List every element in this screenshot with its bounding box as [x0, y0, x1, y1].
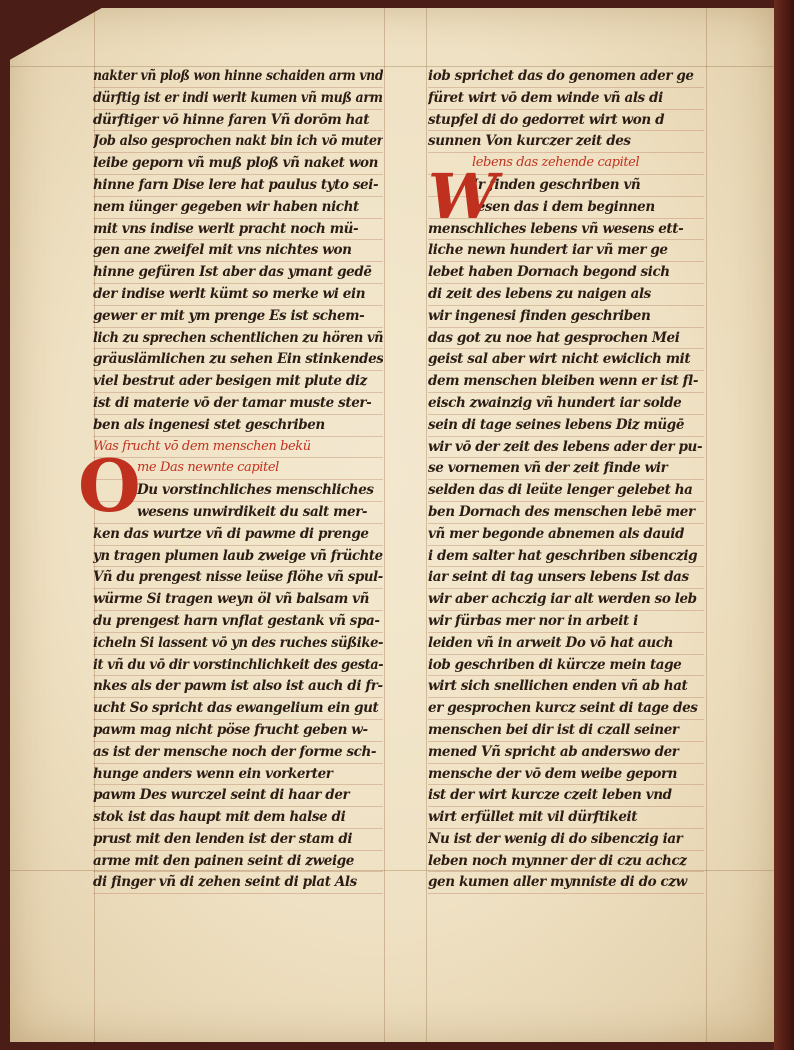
text-line: iar seint di tag unsers lebens Ist das: [428, 567, 704, 589]
text-line: i dem salter hat geschriben sibenczig: [428, 546, 704, 568]
text-line: Job also gesprochen nakt bin ich vō muter: [93, 131, 383, 153]
text-line: liche newn hundert iar vñ mer ge: [428, 240, 704, 262]
text-line: viel bestrut ader besigen mit plute diz: [93, 371, 383, 393]
text-line: se vornemen vñ der zeit finde wir: [428, 458, 704, 480]
text-line: prust mit den lenden ist der stam di: [93, 829, 383, 851]
text-line: gen kumen aller mynniste di do czw: [428, 872, 704, 894]
text-line: as ist der mensche noch der forme sch-: [93, 742, 383, 764]
text-line: füret wirt vō dem winde vñ als di: [428, 88, 704, 110]
text-line: wirt sich snellichen enden vñ ab hat: [428, 676, 704, 698]
text-line: Was frucht vō dem menschen bekü: [93, 437, 383, 459]
text-line: leiden vñ in arweit Do vō hat auch: [428, 633, 704, 655]
text-line: dürftiger vō hinne faren Vñ dorōm hat: [93, 110, 383, 132]
text-line: leibe geporn vñ muß ploß vñ naket won: [93, 153, 383, 175]
text-line: Vñ du prengest nisse leüse flöhe vñ spul-: [93, 567, 383, 589]
text-line: di zeit des lebens zu naigen als: [428, 284, 704, 306]
text-line: stupfel di do gedorret wirt won d: [428, 110, 704, 132]
text-line: nem iünger gegeben wir haben nicht: [93, 197, 383, 219]
ruling-vertical-right-inner: [706, 8, 707, 1042]
text-line: pawm mag nicht pöse frucht geben w-: [93, 720, 383, 742]
text-line: leben noch mynner der di czu achcz: [428, 851, 704, 873]
text-line: dürftig ist er indi werlt kumen vñ muß arm: [93, 88, 383, 110]
text-line: iob sprichet das do genomen ader ge: [428, 66, 704, 88]
text-line: Du vorstinchliches menschliches: [93, 480, 383, 502]
text-line: nakter vñ ploß won hinne schaiden arm vnd: [93, 66, 383, 88]
text-line: hinne gefüren Ist aber das ymant gedē: [93, 262, 383, 284]
text-line: icheln Si lassent vō yn des ruches süßike-: [93, 633, 383, 655]
text-line: ucht So spricht das ewangelium ein gut: [93, 698, 383, 720]
text-line: hinne farn Dise lere hat paulus tyto sei-: [93, 175, 383, 197]
text-line: menschliches lebens vñ wesens ett-: [428, 219, 704, 241]
text-line: ken das wurtze vñ di pawme di prenge: [93, 524, 383, 546]
text-line: gewer er mit ym prenge Es ist schem-: [93, 306, 383, 328]
text-line: würme Si tragen weyn öl vñ balsam vñ: [93, 589, 383, 611]
ruling-vertical-left-inner: [384, 8, 385, 1042]
text-line: vñ mer begonde abnemen als dauid: [428, 524, 704, 546]
text-line: menschen bei dir ist di czall seiner: [428, 720, 704, 742]
text-line: gen ane zweifel mit vns nichtes won: [93, 240, 383, 262]
text-line: das got zu noe hat gesprochen Mei: [428, 328, 704, 350]
text-line: selden das di leüte lenger gelebet ha: [428, 480, 704, 502]
decorated-initial-o: O: [78, 443, 141, 528]
text-line: ist di materie vō der tamar muste ster-: [93, 393, 383, 415]
text-line: wir vō der zeit des lebens ader der pu-: [428, 437, 704, 459]
text-line: mened Vñ spricht ab anderswo der: [428, 742, 704, 764]
binding-spine: [774, 0, 794, 1050]
text-line: der indise werlt kümt so merke wi ein: [93, 284, 383, 306]
text-line: dem menschen bleiben wenn er ist fl-: [428, 371, 704, 393]
text-line: du prengest harn vnflat gestank vñ spa-: [93, 611, 383, 633]
text-line: sein di tage seines lebens Diz mügē: [428, 415, 704, 437]
text-line: eisch zwainzig vñ hundert iar solde: [428, 393, 704, 415]
text-line: geist sal aber wirt nicht ewiclich mit: [428, 349, 704, 371]
text-line: yn tragen plumen laub zweige vñ früchte: [93, 546, 383, 568]
text-line: gräuslämlichen zu sehen Ein stinkendes: [93, 349, 383, 371]
text-line: ist der wirt kurcze czeit leben vnd: [428, 785, 704, 807]
text-line: lebens das zehende capitel: [428, 153, 704, 175]
text-line: me Das newnte capitel: [93, 458, 383, 480]
text-line: pawm Des wurczel seint di haar der: [93, 785, 383, 807]
text-line: sunnen Von kurczer zeit des: [428, 131, 704, 153]
text-line: wir ingenesi finden geschriben: [428, 306, 704, 328]
text-line: wesens unwirdikeit du salt mer-: [93, 502, 383, 524]
ruling-vertical-right-outer: [426, 8, 427, 1042]
text-line: stok ist das haupt mit dem halse di: [93, 807, 383, 829]
text-line: lebet haben Dornach begond sich: [428, 262, 704, 284]
text-line: Nu ist der wenig di do sibenczig iar: [428, 829, 704, 851]
text-line: lesen das i dem beginnen: [428, 197, 704, 219]
text-line: hunge anders wenn ein vorkerter: [93, 764, 383, 786]
text-line: lich zu sprechen schentlichen zu hören vñ: [93, 328, 383, 350]
text-line: ben als ingenesi stet geschriben: [93, 415, 383, 437]
text-line: iob geschriben di kürcze mein tage: [428, 655, 704, 677]
text-line: di finger vñ di zehen seint di plat Als: [93, 872, 383, 894]
text-line: wir fürbas mer nor in arbeit i: [428, 611, 704, 633]
text-line: it vñ du vō dir vorstinchlichkeit des gesta-: [93, 655, 383, 677]
text-line: Ir finden geschriben vñ: [428, 175, 704, 197]
text-line: er gesprochen kurcz seint di tage des: [428, 698, 704, 720]
text-line: mit vns indise werlt pracht noch mü-: [93, 219, 383, 241]
decorated-initial-w: W: [428, 160, 498, 233]
text-line: nkes als der pawm ist also ist auch di fr-: [93, 676, 383, 698]
text-line: ben Dornach des menschen lebē mer: [428, 502, 704, 524]
text-line: arme mit den painen seint di zweige: [93, 851, 383, 873]
text-line: wirt erfüllet mit vil dürftikeit: [428, 807, 704, 829]
text-line: wir aber achczig iar alt werden so leb: [428, 589, 704, 611]
text-line: mensche der vō dem weibe geporn: [428, 764, 704, 786]
